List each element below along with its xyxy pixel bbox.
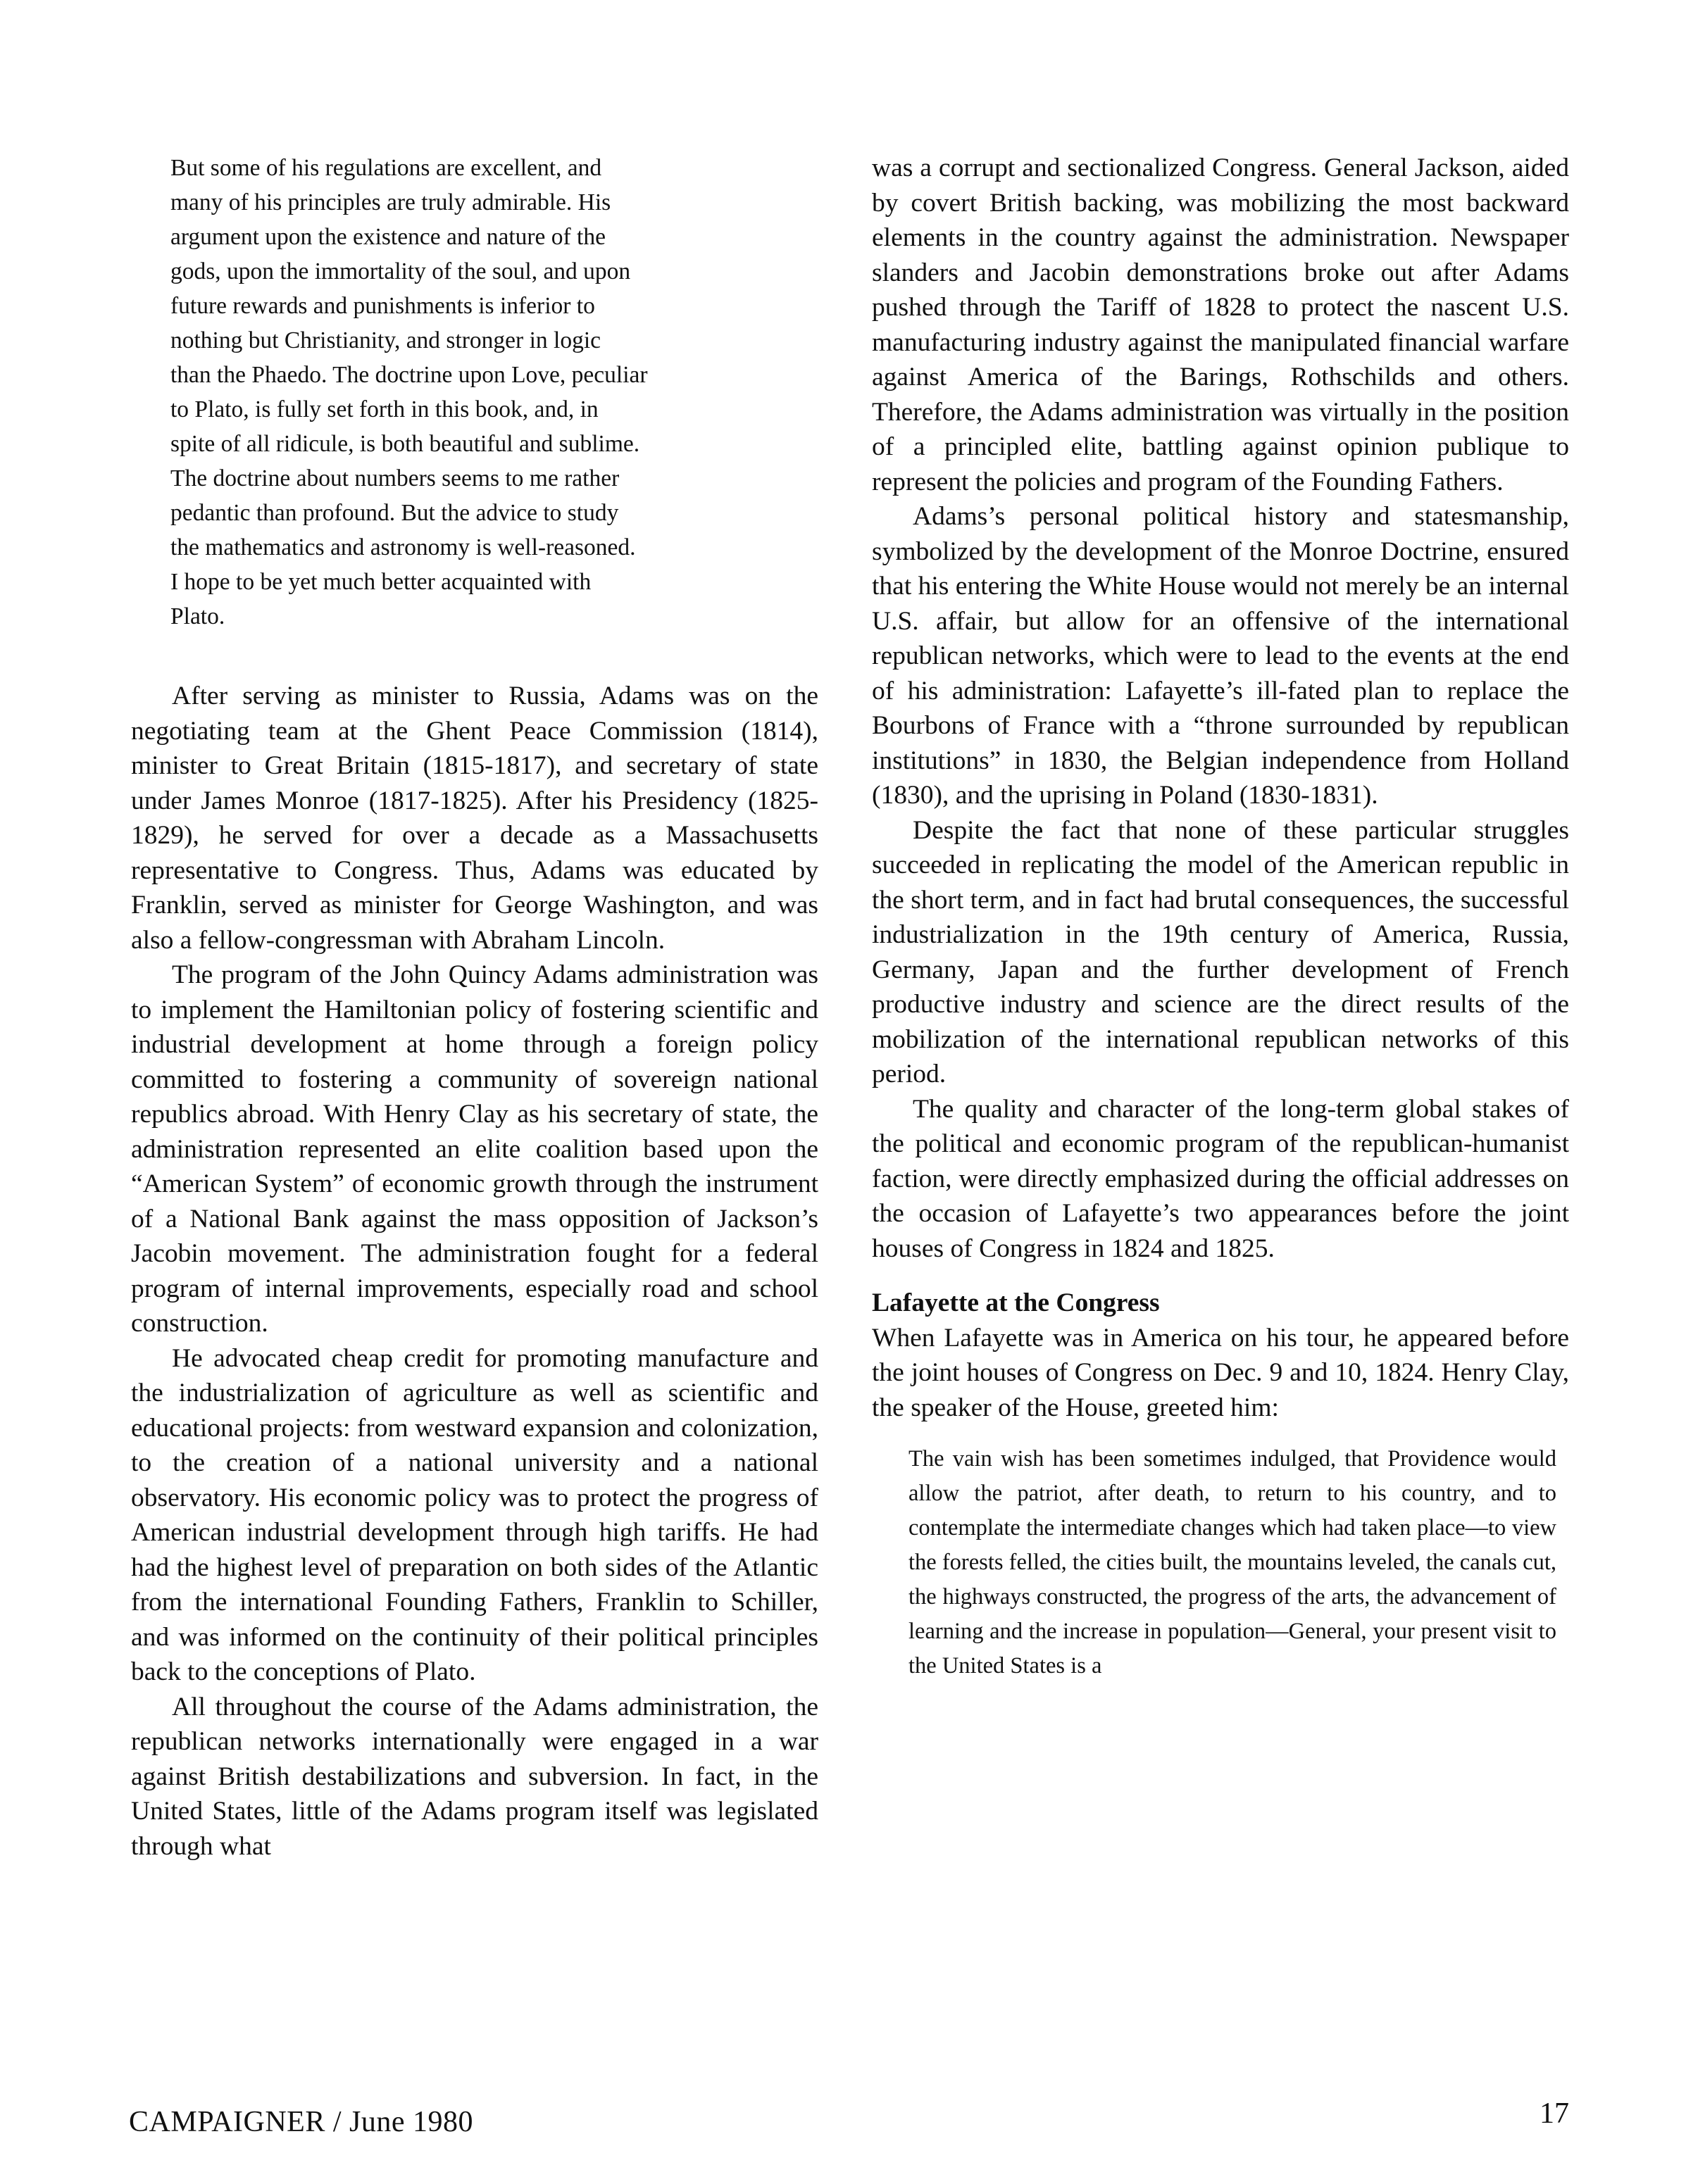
- right-column: [872, 151, 1569, 1683]
- quote-line: nothing but Christianity, and stronger in logic: [170, 327, 601, 353]
- body-paragraph: Adams’s personal political history and statesmanship, symbolized by the development of the Monroe Doctrine, ensured that his entering the White House would not merely be an internal U.S. affair, but allow for an offensive of the international republican networks, which were to lead to the events at the end of his administration: Lafayette’s ill-fated plan to replace the Bourbons of France with a “throne surrounded by republican institutions” in 1830, the Belgian independence from Holland (1830), and the uprising in Poland (1830-1831).: [872, 502, 1569, 810]
- quote-line: The doctrine about numbers seems to me rather: [170, 465, 620, 491]
- quote-line: future rewards and punishments is inferior to: [170, 293, 595, 319]
- page-number: 17: [1540, 2097, 1569, 2130]
- quote-line: gods, upon the immortality of the soul, and upon: [170, 258, 631, 284]
- quote-line: spite of all ridicule, is both beautiful and sublime.: [170, 431, 640, 457]
- clay-quote: The vain wish has been sometimes indulged, that Providence would allow the patriot, after death, to return to his country, and to contemplate the intermediate changes which had taken place—to view the forests felled, the cities built, the mountains leveled, the canals cut, the highways constructed, the progress of the arts, the advancement of learning and the increase in population—General, your present visit to the United States is a: [908, 1446, 1556, 1678]
- left-column: [131, 151, 818, 1864]
- body-paragraph: The program of the John Quincy Adams administration was to implement the Hamiltonian policy of fostering scientific and industrial development at home through a foreign policy committed to fostering a community of sovereign national republics abroad. With Henry Clay as his secretary of state, the administration represented an elite coalition based upon the “American System” of economic growth through the instrument of a National Bank against the mass opposition of Jackson’s Jacobin movement. The administration fought for a federal program of internal improvements, especially road and school construction.: [131, 960, 818, 1338]
- body-paragraph: When Lafayette was in America on his tour, he appeared before the joint houses of Congress on Dec. 9 and 10, 1824. Henry Clay, the speaker of the House, greeted him:: [872, 1323, 1569, 1422]
- quote-line: argument upon the existence and nature of the: [170, 224, 606, 250]
- body-paragraph: All throughout the course of the Adams administration, the republican networks internationally were engaged in a war against British destabilizations and subversion. In fact, in the United States, little of the Adams program itself was legislated through what: [131, 1692, 818, 1861]
- body-paragraph: was a corrupt and sectionalized Congress. General Jackson, aided by covert British backing, was mobilizing the most backward elements in the country against the administration. Newspaper slanders and Jacobin demonstrations broke out after Adams pushed through the Tariff of 1828 to protect the nascent U.S. manufacturing industry against the manipulated financial warfare against America of the Barings, Rothschilds and others. Therefore, the Adams administration was virtually in the position of a principled elite, battling against opinion publique to represent the policies and program of the Founding Fathers.: [872, 153, 1569, 496]
- body-paragraph: He advocated cheap credit for promoting manufacture and the industrialization of agriculture as well as scientific and educational projects: from westward expansion and colonization, to the creation of a national university and a national observatory. His economic policy was to protect the progress of American industrial development through high tariffs. He had had the highest level of preparation on both sides of the Atlantic from the international Founding Fathers, Franklin to Schiller, and was informed on the continuity of their political principles back to the conceptions of Plato.: [131, 1343, 818, 1686]
- body-paragraph: Despite the fact that none of these particular struggles succeeded in replicating the model of the American republic in the short term, and in fact had brutal consequences, the successful industrialization in the 19th century of America, Russia, Germany, Japan and the further development of French productive industry and science are the direct results of the mobilization of the international republican networks of this period.: [872, 815, 1569, 1088]
- plato-quote-block: [170, 151, 818, 634]
- quote-line: Plato.: [170, 603, 225, 629]
- section-heading: Lafayette at the Congress: [872, 1288, 1160, 1317]
- body-paragraph: After serving as minister to Russia, Adams was on the negotiating team at the Ghent Peace Commission (1814), minister to Great Britain (1815-1817), and secretary of state under James Monroe (1817-1825). After his Presidency (1825-1829), he served for over a decade as a Massachusetts representative to Congress. Thus, Adams was educated by Franklin, served as minister for George Washington, and was also a fellow-congressman with Abraham Lincoln.: [131, 682, 818, 955]
- body-paragraph: The quality and character of the long-term global stakes of the political and economic program of the republican-humanist faction, were directly emphasized during the official addresses on the occasion of Lafayette’s two appearances before the joint houses of Congress in 1824 and 1825.: [872, 1094, 1569, 1263]
- quote-line: the mathematics and astronomy is well-reasoned.: [170, 534, 636, 560]
- quote-line: I hope to be yet much better acquainted with: [170, 569, 592, 595]
- quote-line: But some of his regulations are excellent, and: [170, 155, 602, 181]
- quote-line: many of his principles are truly admirable. His: [170, 189, 611, 215]
- quote-line: pedantic than profound. But the advice to study: [170, 500, 619, 526]
- quote-line: than the Phaedo. The doctrine upon Love, peculiar: [170, 362, 648, 388]
- quote-line: to Plato, is fully set forth in this book, and, in: [170, 396, 599, 422]
- publication-footer: CAMPAIGNER / June 1980: [129, 2106, 473, 2138]
